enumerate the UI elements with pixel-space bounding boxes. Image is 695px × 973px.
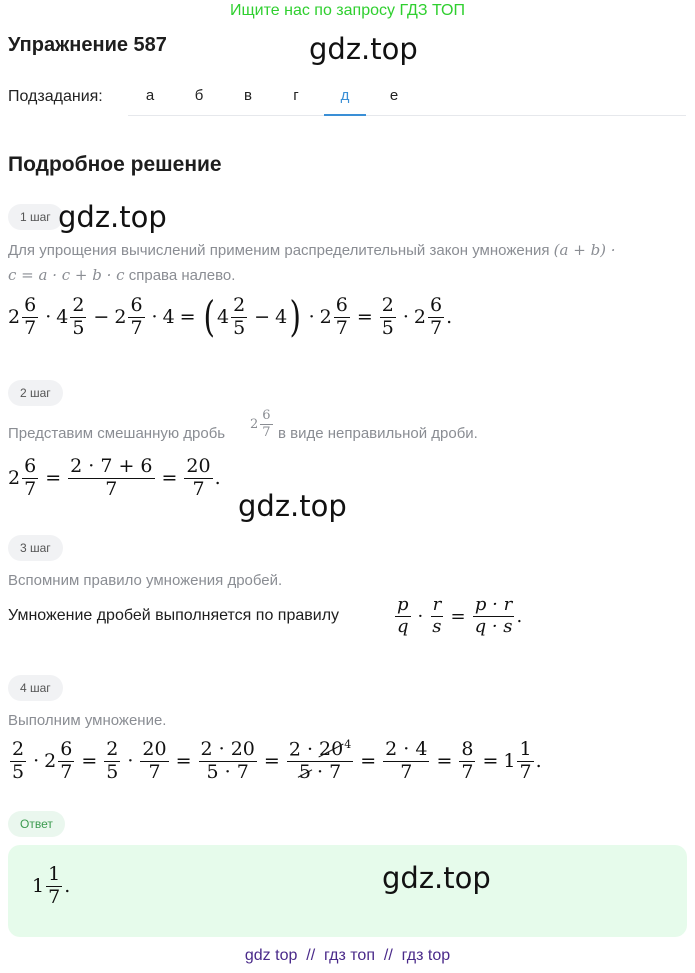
step-text: Вспомним правило умножения дробей. [8, 572, 283, 589]
watermark: gdz.top [238, 489, 347, 523]
watermark: gdz.top [382, 861, 491, 895]
equation-step2: 2 $\frac{6}{7}$ = $\frac{2 \cdot 7 + 6}{7}$ = $\frac{20}{7}$ . [8, 455, 221, 500]
multiplication-rule: $\frac{p}{q}$ · $\frac{r}{s}$ = $\frac{p \cdot r}{q \cdot s}$ . [397, 594, 523, 637]
tab-b[interactable]: б [194, 87, 204, 104]
tab-g[interactable]: г [293, 87, 299, 104]
answer-badge: Ответ [8, 811, 65, 837]
section-title: Подробное решение [8, 153, 222, 176]
subtasks-label: Подзадания: [8, 88, 103, 105]
distributive-formula: c = a · c + b · c [8, 266, 125, 284]
step-text-part: справа налево. [128, 267, 236, 284]
step-badge: 3 шаг [8, 535, 63, 561]
equation-step1: 2 $\frac{6}{7}$ · 4 $\frac{2}{5}$ − 2 $\frac{6}{7}$ · 4 = ( 4 $\frac{2}{5}$ − 4 ) · 2 $\frac{6}{7}$ = $\frac{2}{5}$ · 2 $\frac{6}{7}$ . [8, 292, 453, 342]
distributive-formula: (a + b) · [553, 241, 616, 259]
step-text [8, 422, 225, 446]
mixed-fraction-inline: 2 $\frac{6}{7}$ [250, 408, 271, 440]
step-text [8, 238, 688, 288]
tab-v[interactable]: в [244, 87, 252, 104]
subtasks-tabs [128, 78, 686, 116]
step-text-part: в виде неправильной дроби. [278, 425, 478, 442]
step-text: Выполним умножение. [8, 712, 167, 729]
step-text-part: Для упрощения вычислений применим распределительный закон умножения [8, 242, 550, 259]
step-text [278, 422, 478, 446]
tab-a[interactable]: а [145, 87, 155, 104]
exercise-title: Упражнение 587 [8, 34, 167, 56]
step-badge: 2 шаг [8, 380, 63, 406]
search-banner: Ищите нас по запросу ГДЗ ТОП [230, 2, 465, 19]
watermark: gdz.top [309, 32, 418, 66]
footer: gdz top // гдз топ // гдз top [244, 947, 451, 964]
tab-e[interactable]: е [389, 87, 399, 104]
step-badge: 1 шаг [8, 204, 63, 230]
step-text-part: Представим смешанную дробь [8, 425, 226, 442]
tab-d[interactable]: д [324, 78, 366, 116]
rule-text: Умножение дробей выполняется по правилу [8, 607, 340, 624]
watermark: gdz.top [58, 200, 167, 234]
answer-value: 1 $\frac{1}{7}$ . [32, 863, 71, 908]
answer-box [8, 845, 687, 937]
step-badge: 4 шаг [8, 675, 63, 701]
equation-step4: $\frac{2}{5}$ · 2 $\frac{6}{7}$ = $\frac{2}{5}$ · $\frac{20}{7}$ = $\frac{2 \cdot 20}{5 \cdot 7}$ = $\frac{2 \cdot 20^4}{5 \cdot 7}$ = $\frac{2 \cdot 4}{7}$ = $\frac{8}{7}$ = 1 $\frac{1}{7}$ . [12, 737, 542, 784]
